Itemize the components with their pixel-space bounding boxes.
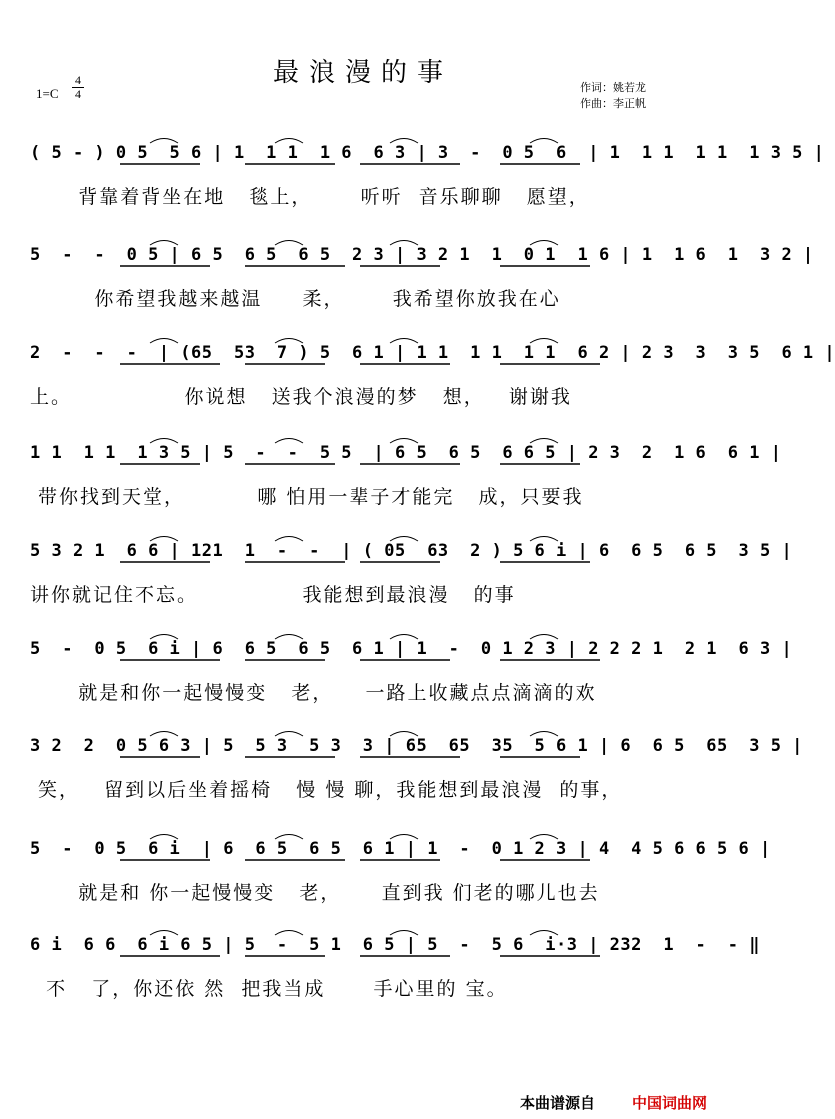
lyric-row: 带你找到天堂， 哪 怕用一辈子才能完 成，只要我 bbox=[30, 486, 584, 508]
lyric-row: 背靠着背坐在地 毯上， 听听 音乐聊聊 愿望， bbox=[30, 186, 590, 208]
lyric-row: 上。 你说想 送我个浪漫的梦 想， 谢谢我 bbox=[30, 386, 572, 408]
slur-arc bbox=[390, 537, 418, 542]
slur-arc bbox=[150, 139, 178, 144]
slur-arc bbox=[530, 339, 558, 344]
notation-row: 2 - - - | (65 53 7 ) 5 6 1 | 1 1 1 1 1 1 6 2 | 2 3 3 3 5 6 1 | bbox=[30, 334, 680, 372]
footer-site-link[interactable]: 中国词曲网 bbox=[632, 1094, 708, 1112]
score-line-3 bbox=[30, 334, 835, 434]
score-line-7 bbox=[30, 727, 803, 827]
lyric-row: 你希望我越来越温 柔， 我希望你放我在心 bbox=[30, 288, 561, 310]
slur-arc bbox=[530, 931, 558, 936]
notation-row: 1 1 1 1 1 3 5 | 5 - - 5 5 | 6 5 6 5 6 6 5 | 2 3 2 1 6 6 1 | bbox=[30, 434, 680, 472]
song-title: 最浪漫的事 bbox=[272, 58, 453, 88]
slur-arc bbox=[150, 635, 178, 640]
score-line-9 bbox=[30, 926, 760, 1026]
slur-arc bbox=[150, 537, 178, 542]
slur-arc bbox=[150, 241, 178, 246]
lyric-row: 就是和 你一起慢慢变 老， 直到我 们老的哪儿也去 bbox=[30, 882, 600, 904]
slur-arc bbox=[275, 732, 303, 737]
beam-marks bbox=[30, 236, 680, 274]
score-line-5 bbox=[30, 532, 793, 632]
slur-arc bbox=[530, 241, 558, 246]
notation-row: 5 - 0 5 6 i | 6 6 5 6 5 6 1 | 1 - 0 1 2 3 | 4 4 5 6 6 5 6 | bbox=[30, 830, 680, 868]
beam-marks bbox=[30, 532, 680, 570]
slur-arc bbox=[390, 635, 418, 640]
footer-source-label: 本曲谱源自 bbox=[520, 1094, 596, 1112]
slur-arc bbox=[530, 439, 558, 444]
score-line-6 bbox=[30, 630, 793, 730]
slur-arc bbox=[275, 537, 303, 542]
time-signature-bottom: 4 bbox=[75, 87, 81, 101]
time-signature-top: 4 bbox=[72, 74, 84, 88]
notation-row: 5 - - 0 5 | 6 5 6 5 6 5 2 3 | 3 2 1 1 0 1 1 6 | 1 1 6 1 3 2 | bbox=[30, 236, 680, 274]
beam-marks bbox=[30, 334, 680, 372]
slur-arc bbox=[390, 732, 418, 737]
slur-arc bbox=[530, 835, 558, 840]
score-line-8 bbox=[30, 830, 771, 930]
notation-row: 6 i 6 6 6 i 6 5 | 5 - 5 1 6 5 | 5 - 5 6 i·3 | 232 1 - - ‖ bbox=[30, 926, 680, 964]
notation-row: 5 - 0 5 6 i | 6 6 5 6 5 6 1 | 1 - 0 1 2 3 | 2 2 2 1 2 1 6 3 | bbox=[30, 630, 680, 668]
slur-arc bbox=[390, 241, 418, 246]
composer-credit: 作曲：李正帆 bbox=[580, 97, 646, 110]
lyric-row: 不 了，你还依 然 把我当成 手心里的 宝。 bbox=[30, 978, 508, 1000]
beam-marks bbox=[30, 727, 680, 765]
lyric-row: 讲你就记住不忘。 我能想到最浪漫 的事 bbox=[30, 584, 516, 606]
beam-marks bbox=[30, 434, 680, 472]
score-line-1 bbox=[30, 134, 825, 234]
time-signature bbox=[72, 74, 84, 101]
beam-marks bbox=[30, 134, 680, 172]
slur-arc bbox=[150, 931, 178, 936]
notation-row: ( 5 - ) 0 5 5 6 | 1 1 1 1 6 6 3 | 3 - 0 5 6 | 1 1 1 1 1 1 3 5 | bbox=[30, 134, 680, 172]
slur-arc bbox=[530, 732, 558, 737]
slur-arc bbox=[275, 835, 303, 840]
beam-marks bbox=[30, 926, 680, 964]
notation-row: 3 2 2 0 5 6 3 | 5 5 3 5 3 3 | 65 65 35 5 6 1 | 6 6 5 65 3 5 | bbox=[30, 727, 680, 765]
slur-arc bbox=[150, 835, 178, 840]
slur-arc bbox=[390, 835, 418, 840]
slur-arc bbox=[275, 439, 303, 444]
beam-marks bbox=[30, 830, 680, 868]
slur-arc bbox=[390, 931, 418, 936]
score-line-2 bbox=[30, 236, 814, 336]
slur-arc bbox=[275, 339, 303, 344]
slur-arc bbox=[275, 139, 303, 144]
slur-arc bbox=[150, 439, 178, 444]
slur-arc bbox=[530, 635, 558, 640]
slur-arc bbox=[530, 537, 558, 542]
beam-marks bbox=[30, 630, 680, 668]
slur-arc bbox=[275, 241, 303, 246]
score-line-4 bbox=[30, 434, 782, 534]
slur-arc bbox=[390, 339, 418, 344]
slur-arc bbox=[150, 339, 178, 344]
notation-row: 5 3 2 1 6 6 | 121 1 - - | ( 05 63 2 ) 5 6 i | 6 6 5 6 5 3 5 | bbox=[30, 532, 680, 570]
credits bbox=[580, 80, 646, 112]
slur-arc bbox=[390, 139, 418, 144]
lyric-row: 就是和你一起慢慢变 老， 一路上收藏点点滴滴的欢 bbox=[30, 682, 597, 704]
slur-arc bbox=[150, 732, 178, 737]
key-signature: 1=C bbox=[36, 86, 59, 101]
slur-arc bbox=[530, 139, 558, 144]
lyric-row: 笑， 留到以后坐着摇椅 慢 慢 聊，我能想到最浪漫 的事， bbox=[30, 779, 623, 801]
slur-arc bbox=[390, 439, 418, 444]
lyricist-credit: 作词：姚若龙 bbox=[580, 81, 646, 94]
slur-arc bbox=[275, 635, 303, 640]
slur-arc bbox=[275, 931, 303, 936]
